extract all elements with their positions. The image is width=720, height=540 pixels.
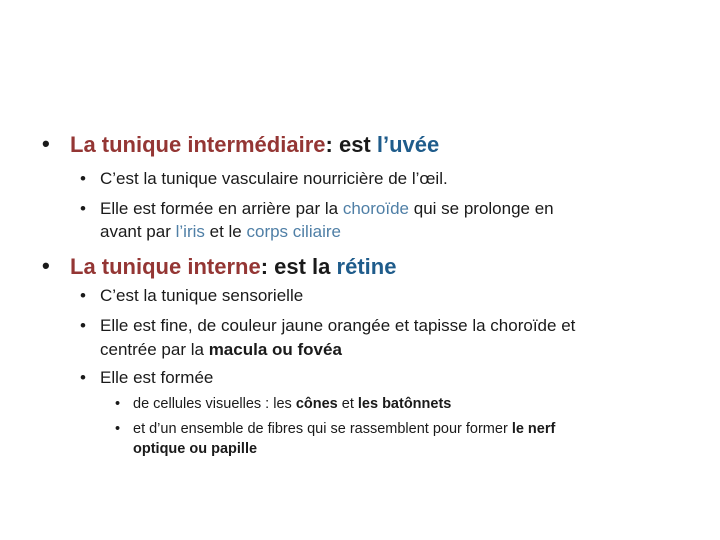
bullet-1-1: • xyxy=(80,169,86,188)
section-1-item-2-line-2: avant par l’iris et le corps ciliaire xyxy=(100,222,341,241)
section-2-subitem-1: de cellules visuelles : les cônes et les batônnets xyxy=(133,396,452,412)
corps-ciliaire-term: corps ciliaire xyxy=(246,222,341,241)
section-2-heading xyxy=(70,254,396,280)
section-2-subitem-2-line-1: et d’un ensemble de fibres qui se rassemblent pour former le nerf xyxy=(133,421,556,437)
section-2-key: rétine xyxy=(336,254,397,279)
section-2-item-2-line-2: centrée par la macula ou fovéa xyxy=(100,340,342,359)
iris-term: l’iris xyxy=(175,222,205,241)
section-2-subitem-2-line-2: optique ou papille xyxy=(133,441,258,457)
section-2-item-3: Elle est formée xyxy=(100,368,214,387)
section-1-rest: est xyxy=(338,132,377,157)
bullet-2-3-2: • xyxy=(115,421,121,437)
bullet-1-2: • xyxy=(80,199,86,218)
section-2-term: La tunique interne xyxy=(70,254,261,279)
bullet-1: • xyxy=(42,131,50,156)
bullet-2: • xyxy=(42,253,50,278)
batonnets-term: les batônnets xyxy=(357,396,452,412)
section-2-rest: est la xyxy=(274,254,337,279)
choroide-term: choroïde xyxy=(342,199,410,218)
section-1-term: La tunique intermédiaire xyxy=(70,132,326,157)
macula-term: macula ou fovéa xyxy=(208,340,342,359)
section-1-key: l’uvée xyxy=(376,132,440,157)
nerf-term: le nerf xyxy=(511,421,556,437)
cones-term: cônes xyxy=(295,396,338,412)
section-1-item-2-line-1: Elle est formée en arrière par la choroïde qui se prolonge en xyxy=(100,199,554,218)
bullet-2-3: • xyxy=(80,368,86,387)
bullet-2-1: • xyxy=(80,286,86,305)
section-1-heading xyxy=(70,132,439,158)
section-1-sep: : xyxy=(325,132,339,157)
section-1-item-1: C’est la tunique vasculaire nourricière de l’œil. xyxy=(100,169,448,188)
section-2-item-1: C’est la tunique sensorielle xyxy=(100,286,304,305)
bullet-2-2: • xyxy=(80,316,86,335)
section-2-item-2-line-1: Elle est fine, de couleur jaune orangée et tapisse la choroïde et xyxy=(100,316,576,335)
bullet-2-3-1: • xyxy=(115,396,121,412)
section-2-sep: : xyxy=(260,254,275,279)
